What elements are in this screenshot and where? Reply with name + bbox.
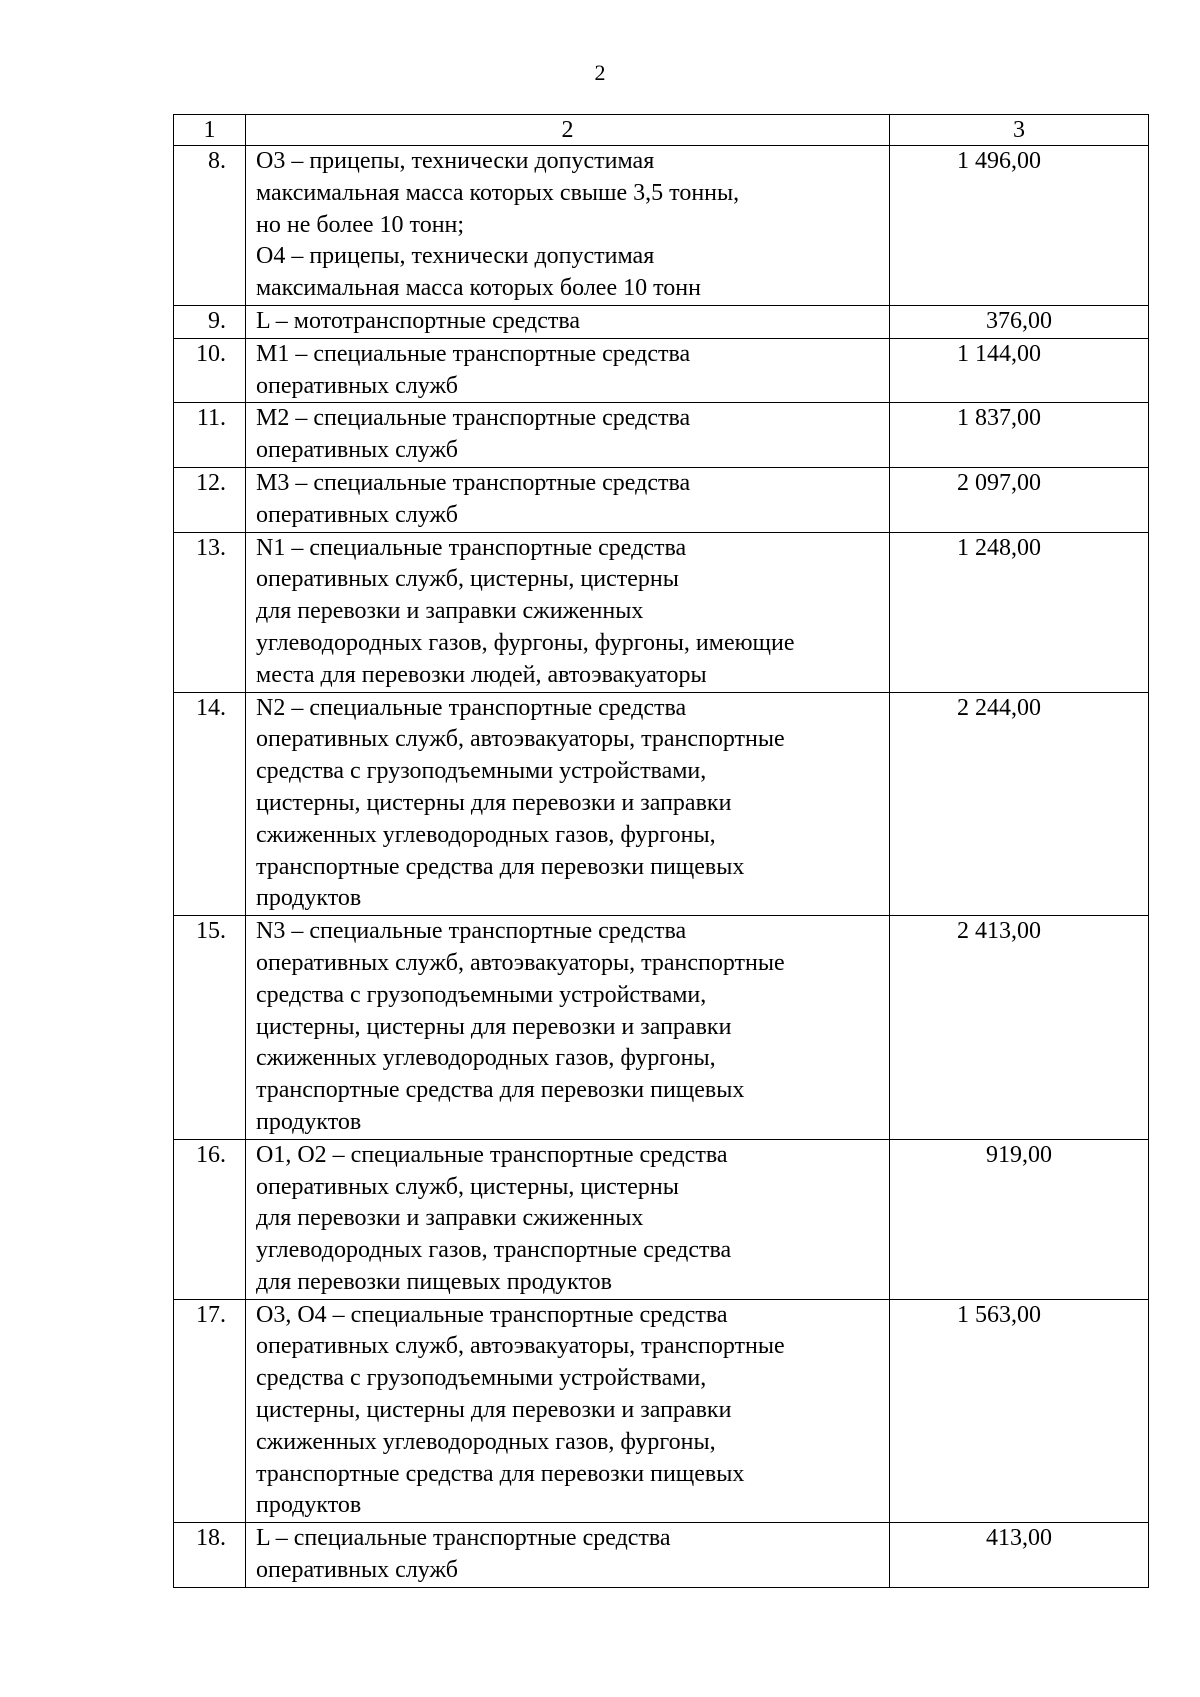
row-number: 11. (174, 403, 246, 468)
description-line: сжиженных углеводородных газов, фургоны, (256, 821, 716, 848)
row-number: 13. (174, 532, 246, 692)
row-price: 919,00 (890, 1139, 1149, 1299)
table-row (174, 467, 1149, 532)
description-line: оперативных служб (256, 501, 458, 528)
row-price: 2 244,00 (890, 692, 1149, 916)
tariff-table (173, 114, 1149, 1588)
description-line: транспортные средства для перевозки пищевых (256, 1077, 745, 1104)
description-line: оперативных служб, автоэвакуаторы, транспортные (256, 949, 785, 976)
description-line: сжиженных углеводородных газов, фургоны, (256, 1428, 716, 1455)
row-description (246, 532, 890, 692)
description-line: средства с грузоподъемными устройствами, (256, 981, 707, 1008)
row-description (246, 467, 890, 532)
row-description (246, 1139, 890, 1299)
row-number: 14. (174, 692, 246, 916)
description-line: транспортные средства для перевозки пищевых (256, 853, 745, 880)
row-number: 16. (174, 1139, 246, 1299)
description-line: продуктов (256, 1108, 362, 1135)
description-line: максимальная масса которых более 10 тонн (256, 275, 701, 302)
row-price: 2 413,00 (890, 916, 1149, 1140)
description-line: оперативных служб, автоэвакуаторы, транспортные (256, 1333, 785, 1360)
row-price: 1 837,00 (890, 403, 1149, 468)
row-description (246, 1523, 890, 1588)
description-line: L – специальные транспортные средства (256, 1525, 671, 1552)
table-row (174, 1523, 1149, 1588)
table-row (174, 692, 1149, 916)
description-line: цистерны, цистерны для перевозки и заправки (256, 1397, 732, 1424)
description-line: M3 – специальные транспортные средства (256, 469, 691, 496)
table-row (174, 1299, 1149, 1523)
description-line: для перевозки и заправки сжиженных (256, 598, 644, 625)
row-price: 413,00 (890, 1523, 1149, 1588)
description-line: оперативных служб, цистерны, цистерны (256, 566, 679, 593)
description-line: сжиженных углеводородных газов, фургоны, (256, 1045, 716, 1072)
row-description (246, 916, 890, 1140)
description-line: N1 – специальные транспортные средства (256, 534, 687, 561)
row-description (246, 338, 890, 403)
description-line: оперативных служб, цистерны, цистерны (256, 1173, 679, 1200)
header-row (174, 115, 1149, 146)
description-line: максимальная масса которых свыше 3,5 тонны, (256, 179, 740, 206)
description-line: O3 – прицепы, технически допустимая (256, 148, 655, 174)
table-row (174, 146, 1149, 306)
description-line: N2 – специальные транспортные средства (256, 694, 687, 721)
description-line: оперативных служб (256, 1557, 458, 1584)
description-line: средства с грузоподъемными устройствами, (256, 1365, 707, 1392)
description-line: оперативных служб, автоэвакуаторы, транспортные (256, 726, 785, 753)
description-line: средства с грузоподъемными устройствами, (256, 758, 707, 785)
description-line: для перевозки пищевых продуктов (256, 1268, 613, 1295)
table-row (174, 1139, 1149, 1299)
description-line: продуктов (256, 885, 362, 912)
description-line: O4 – прицепы, технически допустимая (256, 243, 655, 270)
page-number: 2 (594, 60, 606, 85)
row-number: 15. (174, 916, 246, 1140)
description-line: M2 – специальные транспортные средства (256, 405, 691, 432)
description-line: O3, O4 – специальные транспортные средства (256, 1301, 728, 1328)
row-number: 12. (174, 467, 246, 532)
row-description (246, 403, 890, 468)
table-row (174, 403, 1149, 468)
header-cell-2: 2 (246, 115, 890, 146)
row-description (246, 305, 890, 338)
row-price: 2 097,00 (890, 467, 1149, 532)
row-price: 376,00 (890, 305, 1149, 338)
description-line: M1 – специальные транспортные средства (256, 340, 691, 367)
description-line: N3 – специальные транспортные средства (256, 918, 687, 945)
table-row (174, 916, 1149, 1140)
table-row (174, 532, 1149, 692)
description-line: оперативных служб (256, 437, 458, 464)
row-number: 8. (174, 146, 246, 306)
description-line: цистерны, цистерны для перевозки и заправки (256, 1013, 732, 1040)
table-body (174, 115, 1149, 1588)
row-description (246, 146, 890, 306)
header-cell-1: 1 (174, 115, 246, 146)
row-price: 1 496,00 (890, 146, 1149, 306)
table-row (174, 305, 1149, 338)
row-number: 10. (174, 338, 246, 403)
row-price: 1 144,00 (890, 338, 1149, 403)
description-line: оперативных служб (256, 372, 458, 399)
table-row (174, 338, 1149, 403)
description-line: цистерны, цистерны для перевозки и заправки (256, 789, 732, 816)
description-line: O1, O2 – специальные транспортные средства (256, 1141, 728, 1168)
row-price: 1 248,00 (890, 532, 1149, 692)
description-line: L – мототранспортные средства (256, 307, 581, 334)
row-price: 1 563,00 (890, 1299, 1149, 1523)
description-line: для перевозки и заправки сжиженных (256, 1205, 644, 1232)
row-description (246, 692, 890, 916)
description-line: места для перевозки людей, автоэвакуаторы (256, 661, 707, 688)
description-line: но не более 10 тонн; (256, 211, 465, 238)
row-number: 18. (174, 1523, 246, 1588)
row-description (246, 1299, 890, 1523)
description-line: транспортные средства для перевозки пищевых (256, 1460, 745, 1487)
description-line: углеводородных газов, фургоны, фургоны, имеющие (256, 629, 795, 656)
row-number: 9. (174, 305, 246, 338)
description-line: углеводородных газов, транспортные средства (256, 1237, 732, 1264)
row-number: 17. (174, 1299, 246, 1523)
description-line: продуктов (256, 1492, 362, 1519)
header-cell-3: 3 (890, 115, 1149, 146)
